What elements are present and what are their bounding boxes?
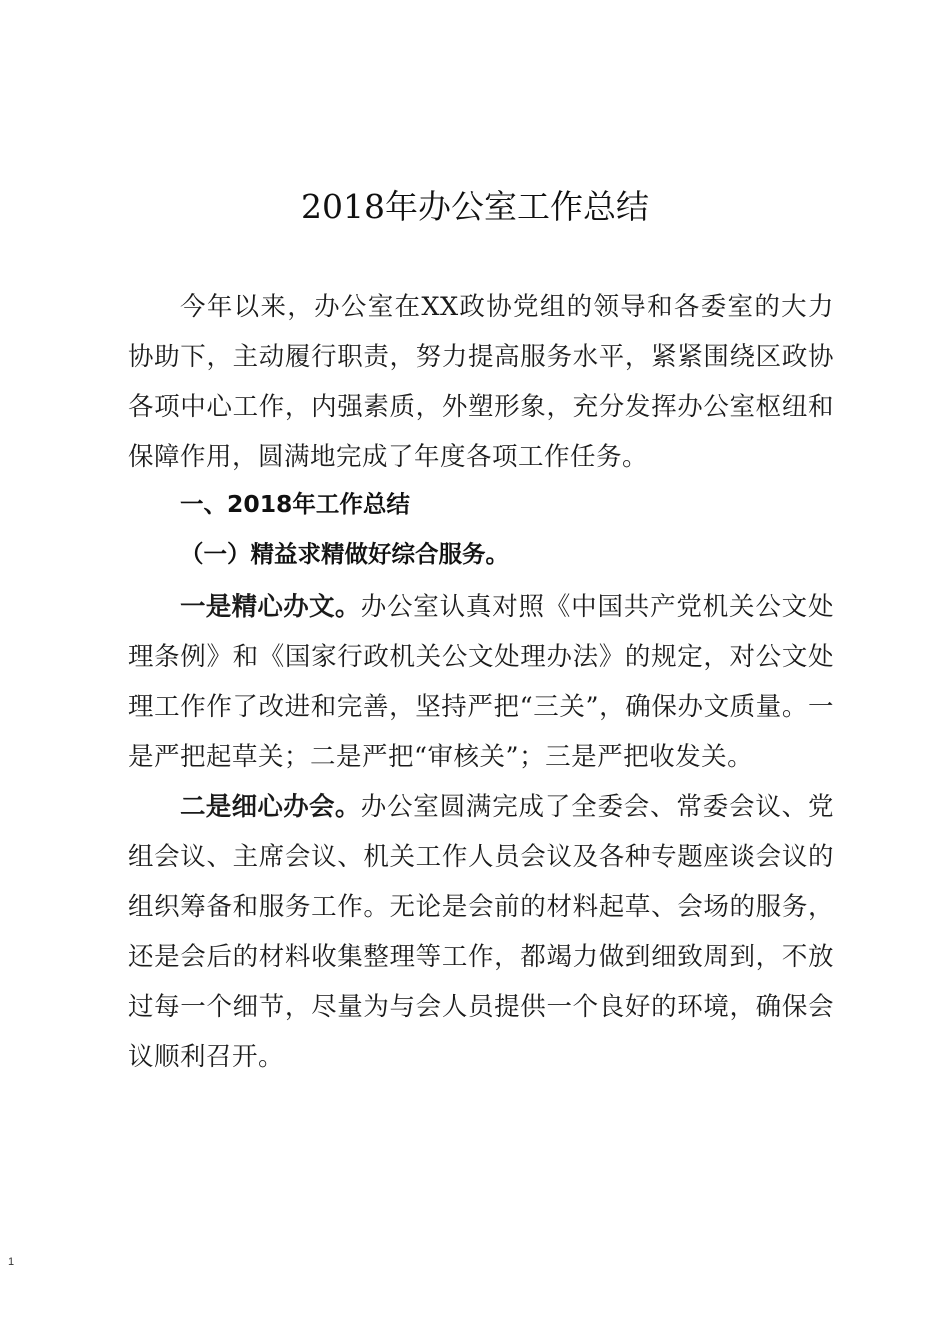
item-2-lead: 二是细心办会。: [180, 792, 361, 822]
section-heading: 一、2018年工作总结: [180, 490, 410, 518]
paragraph-item-1: [128, 582, 834, 782]
item-1-lead: 一是精心办文。: [180, 592, 361, 622]
page-number: 1: [8, 1256, 15, 1268]
subsection-heading: （一）精益求精做好综合服务。: [180, 540, 509, 568]
item-1-text: 办公室认真对照《中国共产党机关公文处理条例》和《国家行政机关公文处理办法》的规定，对公文处理工作作了改进和完善，坚持严把“三关”，确保办文质量。一是严把起草关；二是严把“审核关”；三是严把收发关。: [128, 592, 834, 772]
document-title: 2018年办公室工作总结: [301, 187, 649, 226]
item-2-text: 办公室圆满完成了全委会、常委会议、党组会议、主席会议、机关工作人员会议及各种专题座谈会议的组织筹备和服务工作。无论是会前的材料起草、会场的服务，还是会后的材料收集整理等工作，都竭力做到细致周到，不放过每一个细节，尽量为与会人员提供一个良好的环境，确保会议顺利召开。: [128, 792, 834, 1072]
intro-paragraph: 今年以来，办公室在XX政协党组的领导和各委室的大力协助下，主动履行职责，努力提高服务水平，紧紧围绕区政协各项中心工作，内强素质，外塑形象，充分发挥办公室枢纽和保障作用，圆满地完成了年度各项工作任务。: [128, 292, 834, 472]
paragraph-item-2: [128, 782, 834, 1082]
